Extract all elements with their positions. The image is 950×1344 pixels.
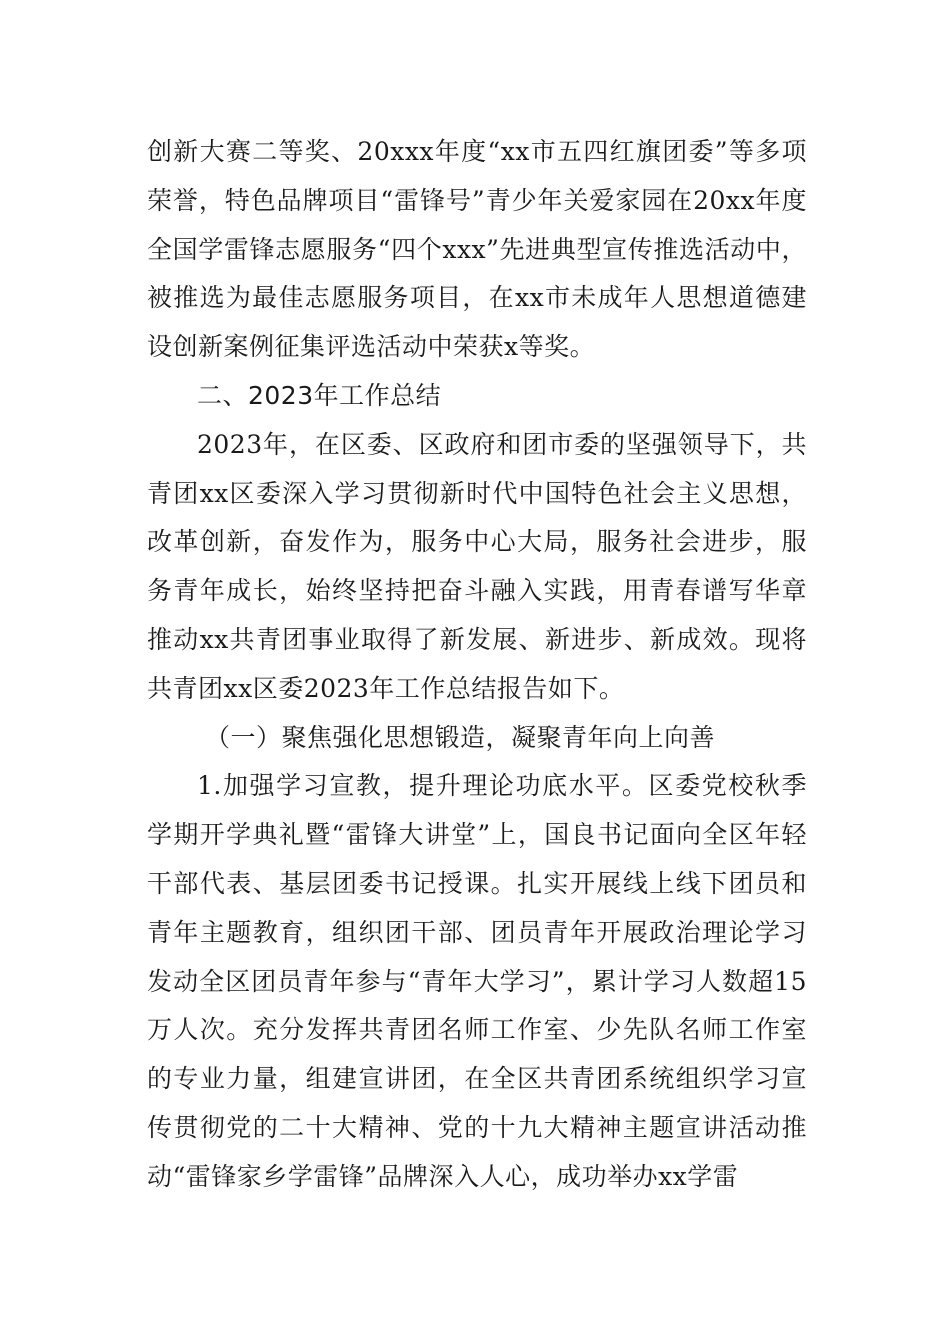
section-heading-2023-summary: 二、2023年工作总结	[197, 380, 442, 410]
document-page	[147, 128, 807, 1202]
paragraph-study-education: 1.加强学习宣教，提升理论功底水平。区委党校秋季学期开学典礼暨“雷锋大讲堂”上，国良书记面向全区年轻干部代表、基层团委书记授课。扎实开展线上线下团员和青年主题教育，组织团干部、团员青年开展政治理论学习发动全区团员青年参与“青年大学习”，累计学习人数超15万人次。充分发挥共青团名师工作室、少先队名师工作室的专业力量，组建宣讲团，在全区共青团系统组织学习宣传贯彻党的二十大精神、党的十九大精神主题宣讲活动推动“雷锋家乡学雷锋”品牌深入人心，成功举办xx学雷	[147, 771, 807, 1191]
paragraph-2023-intro: 2023年，在区委、区政府和团市委的坚强领导下，共青团xx区委深入学习贯彻新时代中国特色社会主义思想，改革创新，奋发作为，服务中心大局，服务社会进步，服务青年成长，始终坚持把奋斗融入实践，用青春谱写华章推动xx共青团事业取得了新发展、新进步、新成效。现将共青团xx区委2023年工作总结报告如下。	[147, 429, 807, 703]
paragraph-awards-continued: 创新大赛二等奖、20xxx年度“xx市五四红旗团委”等多项荣誉，特色品牌项目“雷锋号”青少年关爱家园在20xx年度全国学雷锋志愿服务“四个xxx”先进典型宣传推选活动中，被推选为最佳志愿服务项目，在xx市未成年人思想道德建设创新案例征集评选活动中荣获x等奖。	[147, 137, 807, 362]
subsection-heading-ideology: （一）聚焦强化思想锻造，凝聚青年向上向善	[205, 722, 716, 752]
